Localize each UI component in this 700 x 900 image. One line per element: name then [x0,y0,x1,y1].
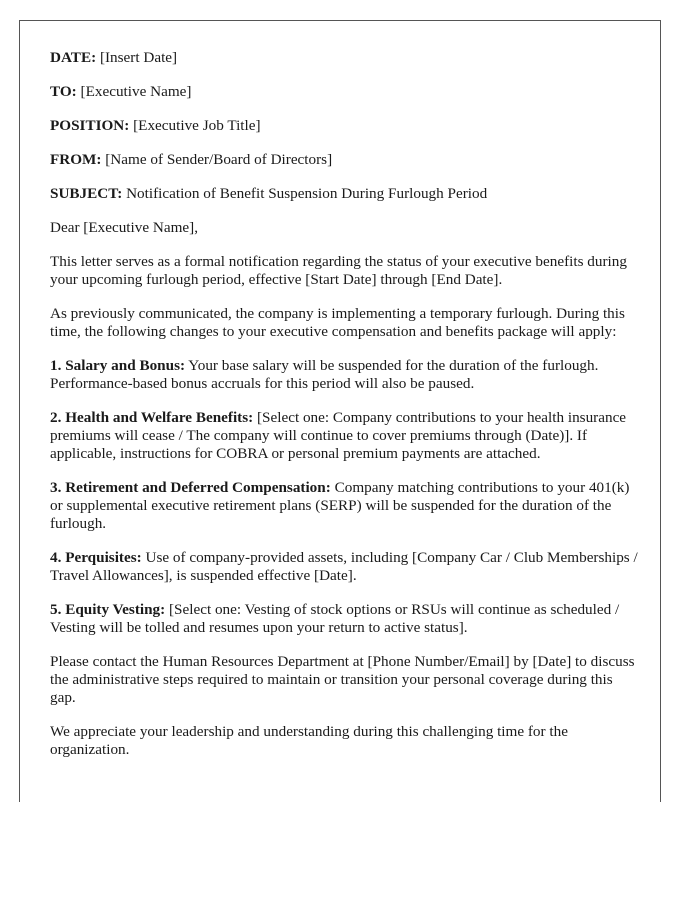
letter-page [19,20,661,802]
subject-label: SUBJECT: [50,185,123,202]
to-label: TO: [50,83,77,100]
position-value: [Executive Job Title] [129,117,261,134]
position-label: POSITION: [50,117,130,134]
from-line [50,151,640,169]
benefit-item-title: 1. Salary and Bonus: [50,357,186,374]
benefit-item-title: 3. Retirement and Deferred Compensation: [50,479,331,496]
context-paragraph: As previously communicated, the company is implementing a temporary furlough. During this time, the following changes to your executive compensation and benefits package will apply: [50,305,625,340]
position-line [50,117,640,135]
benefit-item-text: Use of company-provided assets, including [Company Car / Club Memberships / Travel Allowances], is suspended effective [Date]. [50,549,638,584]
date-value: [Insert Date] [96,49,178,66]
benefit-item-text: [Select one: Company contributions to your health insurance premiums will cease / The company will continue to cover premiums through (Date)]. If applicable, instructions for COBRA or personal premium payments are attached. [50,409,627,462]
salutation: Dear [Executive Name], [50,219,198,236]
benefit-item-salary [50,357,640,393]
contact-paragraph: Please contact the Human Resources Department at [Phone Number/Email] by [Date] to discuss the administrative steps required to maintain or transition your personal coverage during this gap. [50,653,635,706]
letter-content [50,49,640,775]
subject-value: Notification of Benefit Suspension During Furlough Period [122,185,488,202]
from-label: FROM: [50,151,102,168]
benefit-item-title: 4. Perquisites: [50,549,142,566]
benefit-item-equity [50,601,640,637]
benefit-item-perquisites [50,549,640,585]
benefit-item-retirement [50,479,640,533]
to-value: [Executive Name] [76,83,192,100]
date-label: DATE: [50,49,97,66]
closing-paragraph: We appreciate your leadership and understanding during this challenging time for the organization. [50,723,568,758]
benefit-item-title: 2. Health and Welfare Benefits: [50,409,254,426]
subject-line [50,185,640,203]
benefit-item-text: Your base salary will be suspended for the duration of the furlough. Performance-based bonus accruals for this period will also be paused. [50,357,599,392]
benefit-item-health [50,409,640,463]
date-line [50,49,640,67]
to-line [50,83,640,101]
benefit-item-title: 5. Equity Vesting: [50,601,166,618]
benefit-item-text: Company matching contributions to your 401(k) or supplemental executive retirement plans (SERP) will be suspended for the duration of the furlough. [50,479,630,532]
from-value: [Name of Sender/Board of Directors] [101,151,333,168]
benefit-item-text: [Select one: Vesting of stock options or RSUs will continue as scheduled / Vesting will be tolled and resumes upon your return to active status]. [50,601,620,636]
intro-paragraph: This letter serves as a formal notification regarding the status of your executive benefits during your upcoming furlough period, effective [Start Date] through [End Date]. [50,253,627,288]
